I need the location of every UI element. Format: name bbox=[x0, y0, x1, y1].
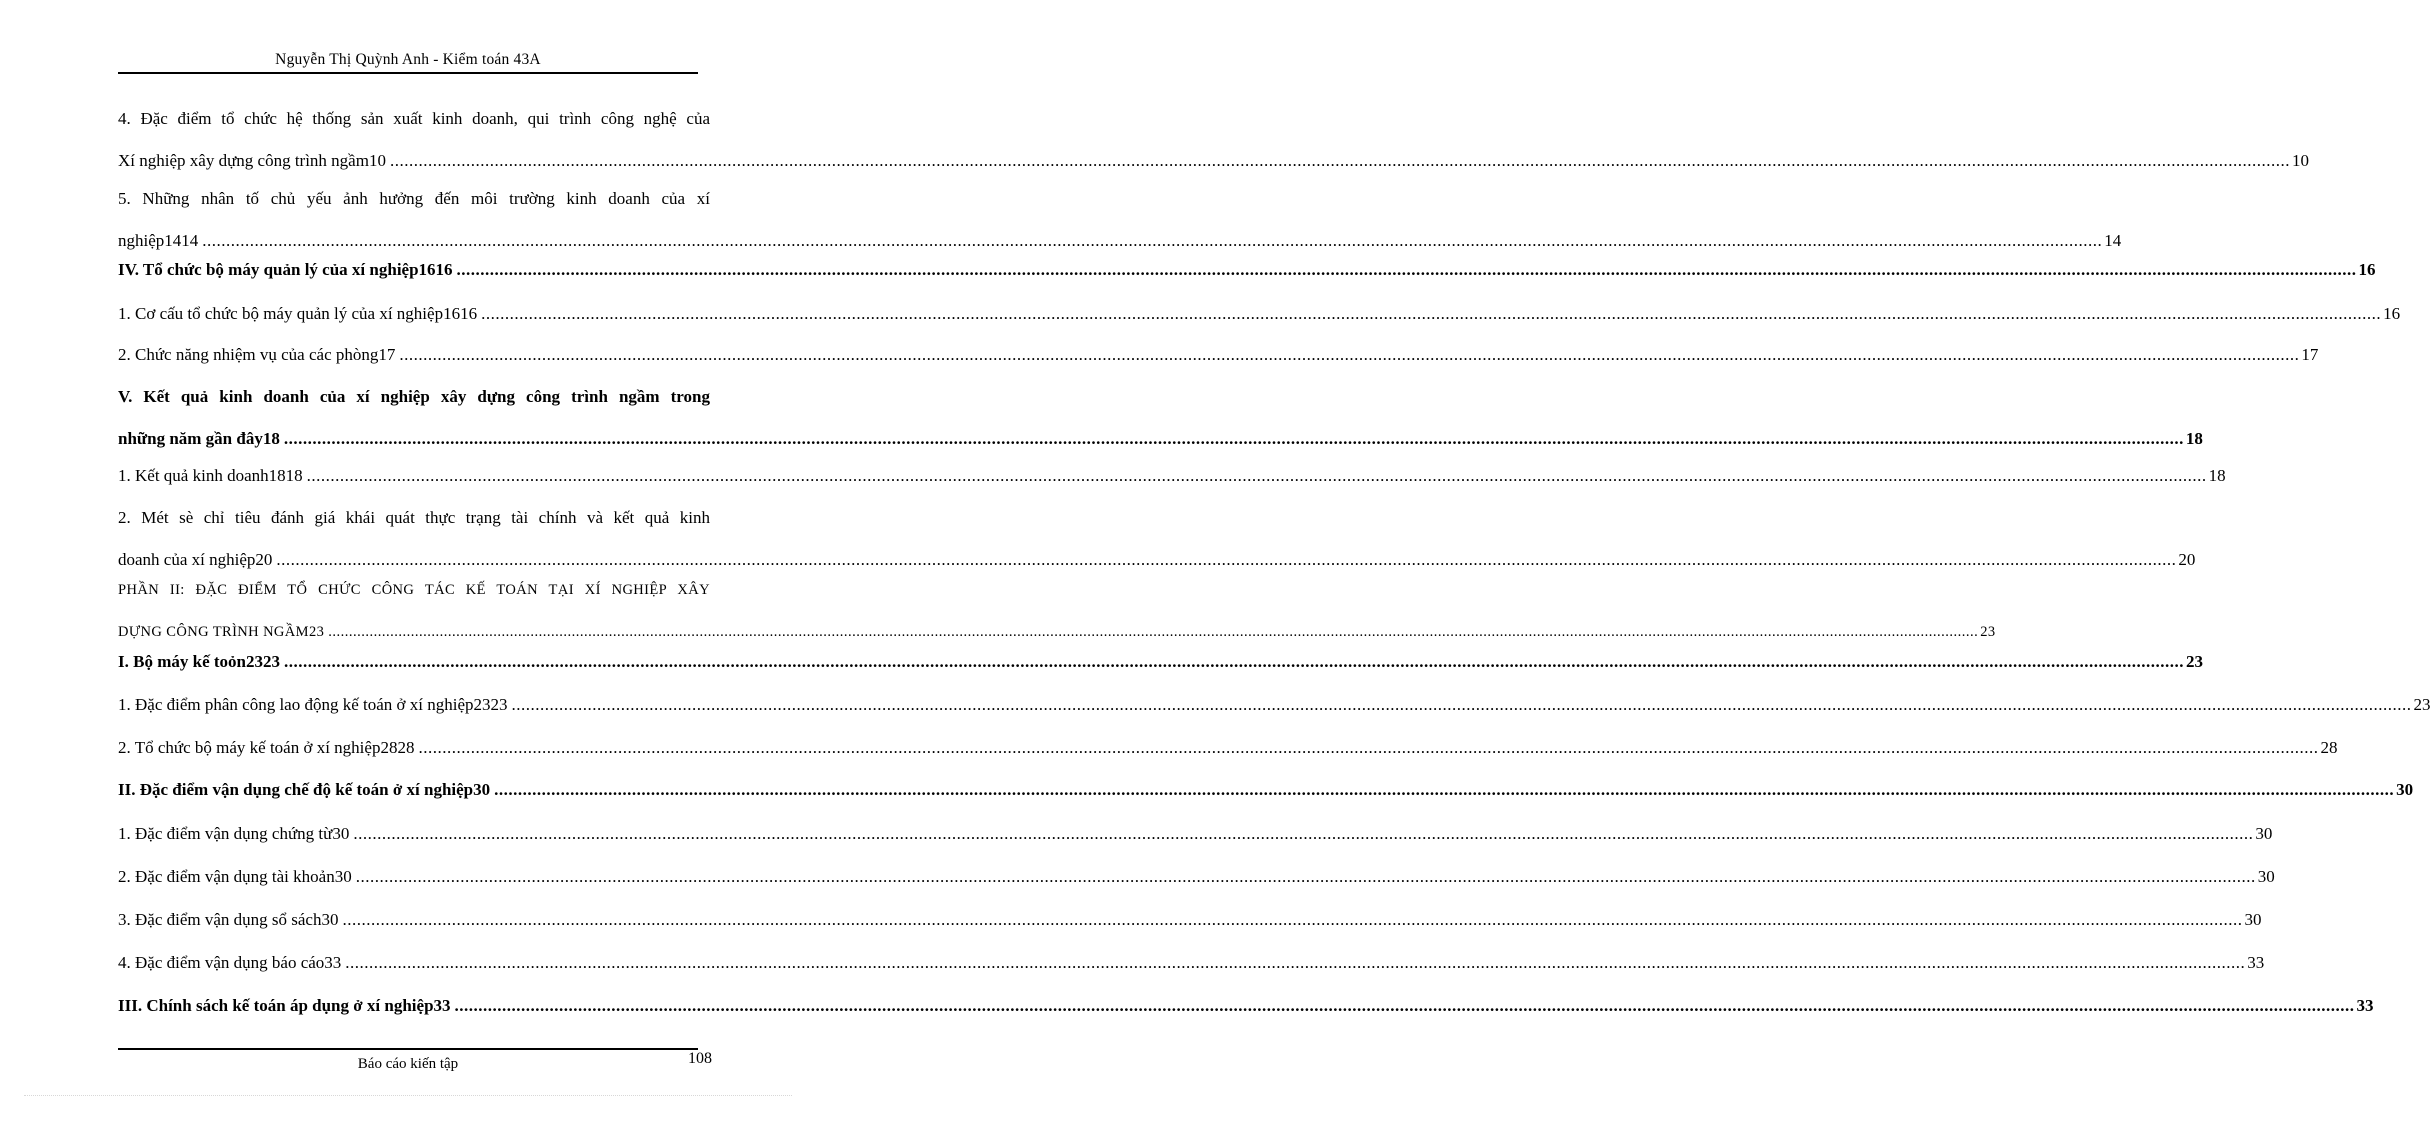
toc-entry-title: I. Bộ máy kế toỏn2323 bbox=[118, 652, 280, 671]
toc-page-number: 33 bbox=[2247, 953, 2265, 972]
toc-entry-title: DỰNG CÔNG TRÌNH NGẦM23 bbox=[118, 624, 325, 640]
toc-entry-line: V. Kết quả kinh doanh của xí nghiệp xây dựng công trình ngầm trong bbox=[118, 387, 710, 406]
toc-entry-line: 5. Những nhân tố chủ yếu ảnh hưởng đến môi trường kinh doanh của xí bbox=[118, 189, 710, 208]
toc-leader-dots: ................................................................................................................................................................................................................................................................................................................................................................................................................ bbox=[353, 824, 2254, 843]
toc-entry-title: 1. Cơ cấu tổ chức bộ máy quản lý của xí nghiệp1616 bbox=[118, 304, 478, 323]
toc-entry[interactable] bbox=[118, 187, 2122, 253]
toc-entry[interactable] bbox=[118, 107, 2309, 173]
toc-entry[interactable] bbox=[118, 865, 2275, 889]
toc-page-number: 33 bbox=[2356, 996, 2374, 1015]
toc-entry-line: PHẦN II: ĐẶC ĐIỂM TỔ CHỨC CÔNG TÁC KẾ TOÁN TẠI XÍ NGHIỆP XÂY bbox=[118, 582, 710, 598]
toc-entry-title: II. Đặc điểm vận dụng chế độ kế toán ở xí nghiệp30 bbox=[118, 780, 491, 799]
toc-entry-title: 2. Tổ chức bộ máy kế toán ở xí nghiệp2828 bbox=[118, 738, 415, 757]
toc-entry[interactable] bbox=[118, 506, 2196, 572]
toc-page-number: 30 bbox=[2255, 824, 2273, 843]
toc-leader-dots: ................................................................................................................................................................................................................................................................................................................................................................................................................ bbox=[283, 429, 2184, 448]
toc-page-number: 14 bbox=[2104, 231, 2122, 250]
toc-entry-title: nghiệp1414 bbox=[118, 231, 199, 250]
toc-entry-title: 3. Đặc điểm vận dụng sổ sách30 bbox=[118, 910, 339, 929]
toc-entry-title: IV. Tổ chức bộ máy quản lý của xí nghiệp1616 bbox=[118, 260, 453, 279]
toc-leader-dots: ................................................................................................................................................................................................................................................................................................................................................................................................................ bbox=[481, 304, 2382, 323]
toc-entry[interactable] bbox=[118, 736, 2338, 760]
toc-page-number: 23 bbox=[1980, 624, 1996, 640]
footer-divider bbox=[118, 1048, 698, 1050]
toc-leader-dots: ................................................................................................................................................................................................................................................................................................................................................................................................................ bbox=[306, 466, 2207, 485]
toc-entry-title: 1. Đặc điểm vận dụng chứng từ30 bbox=[118, 824, 350, 843]
toc-entry-title: III. Chính sách kế toán áp dụng ở xí nghiệp33 bbox=[118, 996, 451, 1015]
toc-leader-dots: ................................................................................................................................................................................................................................................................................................................................................................................................................ bbox=[342, 910, 2243, 929]
toc-page-number: 18 bbox=[2208, 466, 2226, 485]
toc-leader-dots: ................................................................................................................................................................................................................................................................................................................................................................................................................ bbox=[283, 652, 2184, 671]
toc-leader-dots: ................................................................................................................................................................................................................................................................................................................................................................................................................ bbox=[202, 231, 2103, 250]
toc-leader-dots: ................................................................................................................................................................................................................................................................................................................................................................................................................ bbox=[328, 624, 1979, 640]
toc-leader-dots: ................................................................................................................................................................................................................................................................................................................................................................................................................ bbox=[456, 260, 2357, 279]
toc-page-number: 17 bbox=[2301, 345, 2319, 364]
toc-page-number: 30 bbox=[2257, 867, 2275, 886]
toc-entry-title: những năm gần đây18 bbox=[118, 429, 280, 448]
toc-leader-dots: ................................................................................................................................................................................................................................................................................................................................................................................................................ bbox=[454, 996, 2355, 1015]
toc-entry[interactable] bbox=[118, 822, 2273, 846]
header-divider bbox=[118, 72, 698, 74]
toc-entry-title: 1. Đặc điểm phân công lao động kế toán ở xí nghiệp2323 bbox=[118, 695, 508, 714]
toc-page-number: 20 bbox=[2178, 550, 2196, 569]
toc-entry[interactable] bbox=[118, 951, 2265, 975]
toc-entry-title: 4. Đặc điểm vận dụng báo cáo33 bbox=[118, 953, 342, 972]
toc-entry-title: 2. Chức năng nhiệm vụ của các phòng17 bbox=[118, 345, 396, 364]
toc-entry[interactable] bbox=[118, 258, 2376, 282]
toc-leader-dots: ................................................................................................................................................................................................................................................................................................................................................................................................................ bbox=[418, 738, 2319, 757]
toc-entry[interactable] bbox=[118, 578, 1996, 644]
toc-entry[interactable] bbox=[118, 302, 2401, 326]
toc-page-number: 30 bbox=[2244, 910, 2262, 929]
page-footer: Báo cáo kiến tập bbox=[357, 1056, 459, 1072]
toc-page-number: 23 bbox=[2413, 695, 2431, 714]
toc-entry-title: Xí nghiệp xây dựng công trình ngầm10 bbox=[118, 151, 386, 170]
page-number: 108 bbox=[688, 1050, 712, 1067]
toc-entry-title: 1. Kết quả kinh doanh1818 bbox=[118, 466, 303, 485]
toc-entry[interactable] bbox=[118, 908, 2262, 932]
toc-page-number: 30 bbox=[2396, 780, 2414, 799]
toc-entry-line: 2. Mét sè chỉ tiêu đánh giá khái quát thực trạng tài chính và kết quả kinh bbox=[118, 508, 710, 527]
toc-page-number: 18 bbox=[2185, 429, 2203, 448]
toc-entry[interactable] bbox=[118, 994, 2374, 1018]
toc-entry-title: 2. Đặc điểm vận dụng tài khoản30 bbox=[118, 867, 352, 886]
toc-leader-dots: ................................................................................................................................................................................................................................................................................................................................................................................................................ bbox=[399, 345, 2300, 364]
toc-entry[interactable] bbox=[118, 385, 2203, 451]
toc-leader-dots: ................................................................................................................................................................................................................................................................................................................................................................................................................ bbox=[494, 780, 2395, 799]
toc-entry-line: 4. Đặc điểm tổ chức hệ thống sản xuất kinh doanh, qui trình công nghệ của bbox=[118, 109, 710, 128]
page-header: Nguyễn Thị Quỳnh Anh - Kiểm toán 43A bbox=[275, 51, 541, 68]
toc-page-number: 23 bbox=[2185, 652, 2203, 671]
toc-entry[interactable] bbox=[118, 343, 2319, 367]
toc-leader-dots: ................................................................................................................................................................................................................................................................................................................................................................................................................ bbox=[511, 695, 2412, 714]
toc-leader-dots: ................................................................................................................................................................................................................................................................................................................................................................................................................ bbox=[276, 550, 2177, 569]
toc-entry[interactable] bbox=[118, 778, 2414, 802]
toc-entry[interactable] bbox=[118, 650, 2203, 674]
toc-leader-dots: ................................................................................................................................................................................................................................................................................................................................................................................................................ bbox=[345, 953, 2246, 972]
scan-edge-divider bbox=[24, 1095, 792, 1096]
toc-entry-title: doanh của xí nghiệp20 bbox=[118, 550, 273, 569]
toc-page-number: 28 bbox=[2320, 738, 2338, 757]
toc-page-number: 16 bbox=[2358, 260, 2376, 279]
toc-page-number: 10 bbox=[2291, 151, 2309, 170]
toc-leader-dots: ................................................................................................................................................................................................................................................................................................................................................................................................................ bbox=[389, 151, 2290, 170]
toc-page-number: 16 bbox=[2383, 304, 2401, 323]
toc-leader-dots: ................................................................................................................................................................................................................................................................................................................................................................................................................ bbox=[355, 867, 2256, 886]
toc-entry[interactable] bbox=[118, 693, 2431, 717]
toc-entry[interactable] bbox=[118, 464, 2226, 488]
